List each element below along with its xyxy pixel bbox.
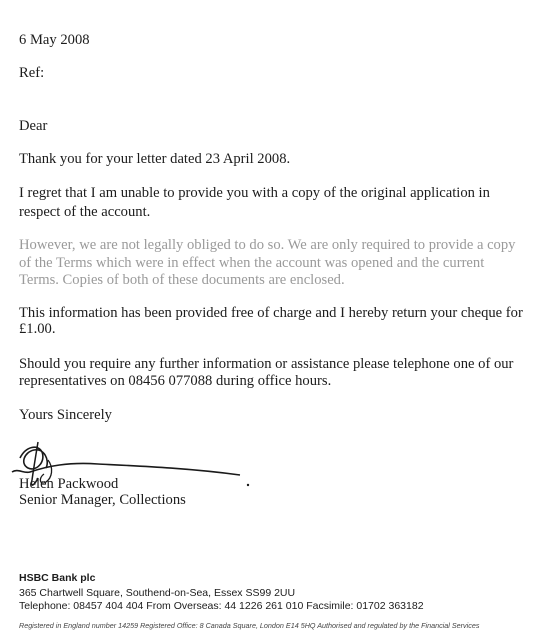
letter-reference: Ref:	[19, 65, 45, 81]
paragraph-3-line-1: However, we are not legally obliged to do so. We are only required to provide a copy	[19, 237, 516, 253]
paragraph-4-line-2: £1.00.	[19, 321, 56, 337]
paragraph-5-line-1: Should you require any further information or assistance please telephone one of our	[19, 356, 514, 372]
footer-bank-name: HSBC Bank plc	[19, 572, 96, 584]
footer-address: 365 Chartwell Square, Southend-on-Sea, Essex SS99 2UU	[19, 587, 296, 599]
closing: Yours Sincerely	[19, 407, 112, 423]
footer-registration: Registered in England number 14259 Registered Office: 8 Canada Square, London E14 5HQ Authorised and regulated by the Financial Services	[19, 621, 480, 630]
paragraph-3-line-3: Terms. Copies of both of these documents are enclosed.	[19, 272, 345, 288]
paragraph-2-line-2: respect of the account.	[19, 204, 151, 220]
footer-telephone: Telephone: 08457 404 404 From Overseas: 44 1226 261 010 Facsimile: 01702 363182	[19, 600, 424, 612]
salutation: Dear	[19, 118, 48, 134]
paragraph-3-line-2: of the Terms which were in effect when the account was opened and the current	[19, 255, 485, 271]
paragraph-5-line-2: representatives on 08456 077088 during office hours.	[19, 373, 332, 389]
letter-date: 6 May 2008	[19, 32, 90, 48]
paragraph-4-line-1: This information has been provided free of charge and I hereby return your cheque for	[19, 305, 523, 321]
paragraph-1: Thank you for your letter dated 23 April 2008.	[19, 151, 291, 167]
signatory-title: Senior Manager, Collections	[19, 492, 186, 508]
paragraph-2-line-1: I regret that I am unable to provide you with a copy of the original application in	[19, 185, 490, 201]
signatory-name: Helen Packwood	[19, 476, 119, 492]
